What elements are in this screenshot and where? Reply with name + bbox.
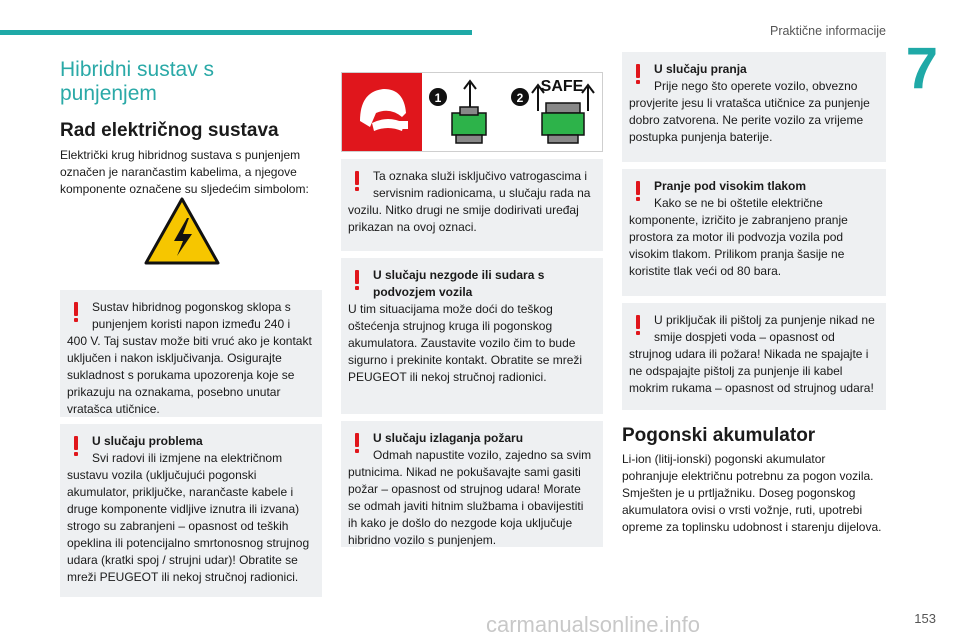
warning-icon <box>634 315 641 335</box>
warning-icon <box>353 433 360 453</box>
warning-icon <box>353 270 360 290</box>
warning-icon <box>634 64 641 84</box>
warning-box-label: Ta oznaka služi isključivo vatrogascima i servisnim radionicama, u slučaju rada na vozilu. Nitko drugi ne smije dodirivati uređaj prikazan na ovoj oznaci. <box>341 159 603 251</box>
page-number: 153 <box>914 611 936 626</box>
warning-box-high-pressure: Pranje pod visokim tlakom Kako se ne bi oštetile električne komponente, izričito je zabranjeno pranje prostora za motor ili podvozja vozila pod visokim tlakom. Prilikom pranja šasije ne koristite tlak veći od 80 bara. <box>622 169 886 296</box>
chapter-number: 7 <box>905 36 938 101</box>
warning-box-voltage: Sustav hibridnog pogonskog sklopa s punjenjem koristi napon između 240 i 400 V. Taj sustav može biti vruć ako je kontakt uključen i nakon isključivanja. Osigurajte sukladnost s porukama upozorenja koje se prikazuju na oznakama, posebno unutar vratašca utičnice. <box>60 290 322 417</box>
high-voltage-warning-icon <box>143 196 221 266</box>
safe-label: SAFE <box>540 78 584 95</box>
warning-icon <box>634 181 641 201</box>
warning-icon <box>72 302 79 322</box>
warning-box-fire: U slučaju izlaganja požaru Odmah napustite vozilo, zajedno sa svim putnicima. Nikad ne pokušavajte sami gasiti požar – opasnost od strujnog udara! Morate se odmah javiti hitnim službama i obavijestiti ih kako je došlo do nezgode koja uključuje hibridno vozilo s punjenjem. <box>341 421 603 547</box>
warning-box-accident: U slučaju nezgode ili sudara s podvozjem vozila U tim situacijama može doći do teškog oštećenja strujnog kruga ili pogonskog akumulatora. Zaustavite vozilo čim to bude sigurno i prekinite kontakt. Obratite se mreži PEUGEOT ili nekoj stručnoj radionici. <box>341 258 603 414</box>
heading-traction-battery: Pogonski akumulator <box>622 425 816 446</box>
warning-box-water: U priključak ili pištolj za punjenje nikad ne smije dospjeti voda – opasnost od strujnog udara ili požara! Nikada ne spajajte i ne odspajajte pištolj za punjenje ili kabel mokrim rukama – opasnost od strujnog udara! <box>622 303 886 410</box>
firefighter-helmet-icon <box>342 73 422 151</box>
step-number-2: 2 <box>516 91 524 105</box>
section-title: Hibridni sustav s punjenjem <box>60 58 215 105</box>
step-number-1: 1 <box>434 91 442 105</box>
warning-box-problem: U slučaju problema Svi radovi ili izmjene na električnom sustavu vozila (uključujući pogonski akumulator, priključke, narančaste kabele i druge komponente vidljive iznutra ili izvana) strogo su zabranjeni – opasnost od teških opeklina ili potencijalno smrtonosnog strujnog udara (kratki spoj / strujni udar)! Obratite se mreži PEUGEOT ili nekoj stručnoj radionici. <box>60 424 322 597</box>
battery-paragraph: Li-ion (litij-ionski) pogonski akumulator pohranjuje električnu potrebnu za pogon vozila. Smješten je u prtljažniku. Doseg pogonskog akumulatora ovisi o vrsti vožnje, ruti, upotrebi opreme za toplinsku udobnost i starenju dijelova. <box>622 452 882 534</box>
watermark: carmanualsonline.info <box>486 612 701 637</box>
warning-box-washing: U slučaju pranja Prije nego što operete vozilo, obvezno provjerite jesu li vratašca utičnice za punjenje dobro zatvorena. Ne perite vozilo za vrijeme postupka punjenja baterije. <box>622 52 886 162</box>
heading-electric-system: Rad električnog sustava <box>60 120 279 141</box>
header-accent-bar <box>0 30 472 35</box>
warning-icon <box>353 171 360 191</box>
intro-paragraph: Električki krug hibridnog sustava s punjenjem označen je narančastim kabelima, a njegove komponente označene su sljedećim simbolom: <box>60 148 309 196</box>
running-header: Praktične informacije <box>769 24 886 38</box>
service-plug-label-figure <box>341 72 603 152</box>
warning-icon <box>72 436 79 456</box>
